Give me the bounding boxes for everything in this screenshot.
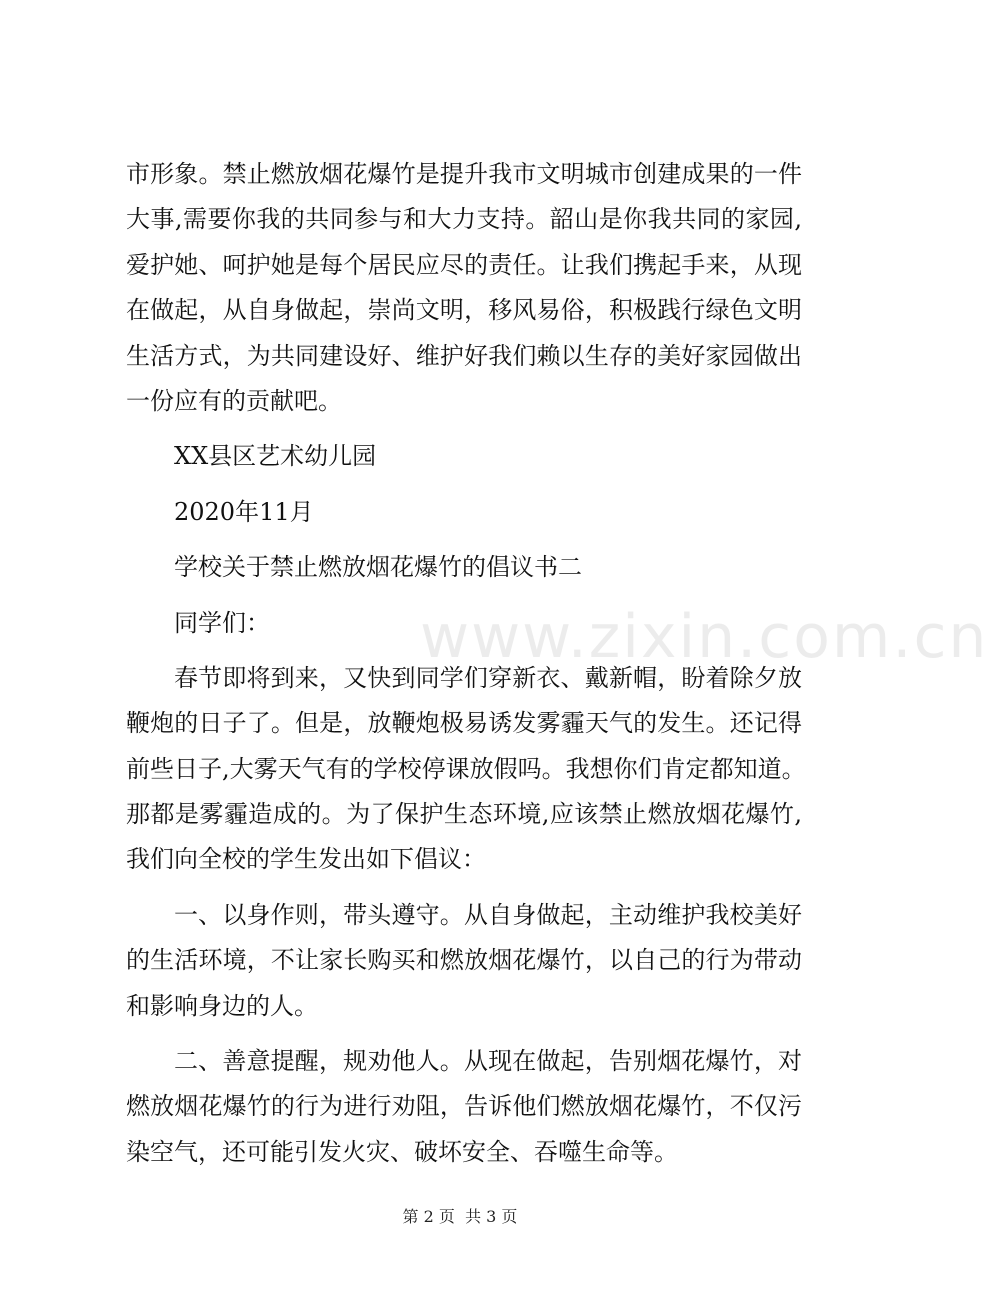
text-line: 我们向全校的学生发出如下倡议： [126,845,486,874]
text-line: 市形象。禁止燃放烟花爆竹是提升我市文明城市创建成果的一件 [126,160,802,188]
signature-organization: XX县区艺术幼儿园 [174,442,377,471]
watermark: www.zixin.com.cn [420,602,988,672]
paragraph-closing [126,152,802,424]
text-line: 大事,需要你我的共同参与和大力支持。韶山是你我共同的家园, [126,205,802,234]
text-line: 爱护她、呵护她是每个居民应尽的责任。让我们携起手来，从现 [126,250,802,279]
text-line: 春节即将到来，又快到同学们穿新衣、戴新帽，盼着除夕放 [174,663,802,692]
text-line: 那都是雾霾造成的。为了保护生态环境,应该禁止燃放烟花爆竹, [126,800,802,829]
text-line: 的生活环境，不让家长购买和燃放烟花爆竹，以自己的行为带动 [126,946,802,975]
text-line: 二、善意提醒，规劝他人。从现在做起，告别烟花爆竹，对 [174,1047,802,1076]
salutation: 同学们： [174,608,270,637]
section-title: 学校关于禁止燃放烟花爆竹的倡议书二 [174,553,582,582]
paragraph-proposal-2 [126,1039,802,1175]
document-body [126,152,806,1175]
text-line: 前些日子,大雾天气有的学校停课放假吗。我想你们肯定都知道。 [126,754,806,783]
text-line: 一份应有的贡献吧。 [126,386,342,415]
text-line: 染空气，还可能引发火灾、破坏安全、吞噬生命等。 [126,1137,678,1166]
paragraph-proposal-1 [126,893,802,1029]
paragraph-intro [126,656,806,883]
text-line: 鞭炮的日子了。但是，放鞭炮极易诱发雾霾天气的发生。还记得 [126,709,802,738]
text-line: 在做起，从自身做起，崇尚文明，移风易俗，积极践行绿色文明 [126,296,802,325]
text-line: 燃放烟花爆竹的行为进行劝阻，告诉他们燃放烟花爆竹，不仅污 [126,1092,802,1121]
text-line: 和影响身边的人。 [126,991,318,1020]
text-line: 一、以身作则，带头遵守。从自身做起，主动维护我校美好 [174,900,802,929]
page-footer: 第 2 页 共 3 页 [402,1207,518,1226]
text-line: 生活方式，为共同建设好、维护好我们赖以生存的美好家园做出 [126,341,802,370]
signature-date: 2020年11月 [174,497,314,526]
